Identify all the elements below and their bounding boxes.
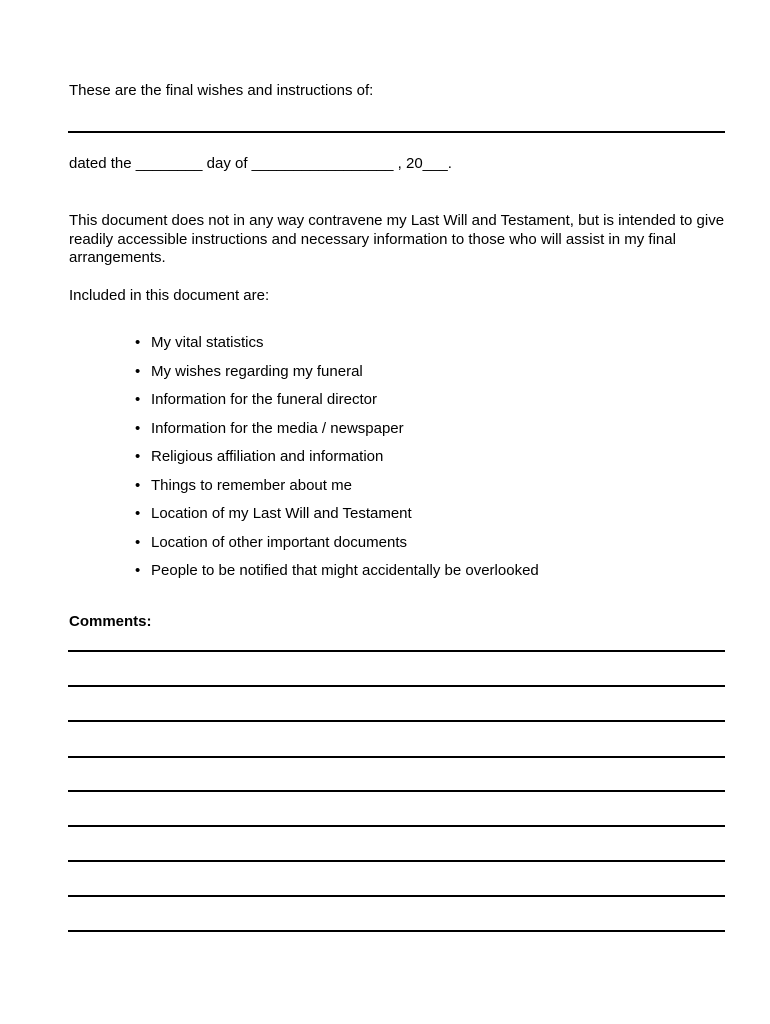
comment-line — [68, 720, 725, 722]
list-item — [135, 447, 539, 476]
intro-text: These are the final wishes and instructions of: — [69, 82, 374, 99]
list-item-label: Religious affiliation and information — [151, 448, 384, 465]
comment-line — [68, 756, 725, 758]
bullet-icon: • — [135, 419, 141, 437]
bullet-icon: • — [135, 391, 141, 408]
comment-line — [68, 685, 725, 687]
comment-line — [68, 650, 725, 652]
list-item — [135, 533, 539, 562]
list-item — [135, 333, 539, 362]
list-item — [135, 390, 539, 419]
list-item — [135, 561, 539, 590]
list-item — [135, 476, 539, 505]
bullet-icon: • — [135, 448, 141, 465]
bullet-icon: • — [135, 334, 141, 351]
list-item-label: Information for the media / newspaper — [151, 419, 404, 437]
bullet-icon: • — [135, 562, 141, 579]
comments-label: Comments: — [69, 613, 152, 630]
list-item-label: Information for the funeral director — [151, 391, 377, 408]
name-signature-line — [68, 131, 725, 133]
dated-line: dated the ________ day of _________________ , 20___. — [69, 155, 452, 172]
list-item — [135, 362, 539, 391]
list-item-label: My vital statistics — [151, 334, 264, 351]
list-item-label: My wishes regarding my funeral — [151, 362, 363, 380]
comment-line — [68, 825, 725, 827]
bullet-icon: • — [135, 533, 141, 551]
list-item-label: Things to remember about me — [151, 476, 352, 494]
list-item-label: People to be notified that might accidentally be overlooked — [151, 562, 539, 579]
comment-line — [68, 930, 725, 932]
list-item — [135, 419, 539, 448]
list-item-label: Location of my Last Will and Testament — [151, 505, 412, 522]
comment-line — [68, 790, 725, 792]
contents-list — [135, 333, 539, 590]
bullet-icon: • — [135, 476, 141, 494]
bullet-icon: • — [135, 362, 141, 380]
disclaimer-paragraph: This document does not in any way contravene my Last Will and Testament, but is intended to give readily accessible instructions and necessary information to those who will assist in my final arrangements. — [69, 212, 725, 266]
included-heading: Included in this document are: — [69, 287, 270, 304]
comment-line — [68, 860, 725, 862]
bullet-icon: • — [135, 505, 141, 522]
comment-line — [68, 895, 725, 897]
list-item — [135, 504, 539, 533]
list-item-label: Location of other important documents — [151, 533, 407, 551]
